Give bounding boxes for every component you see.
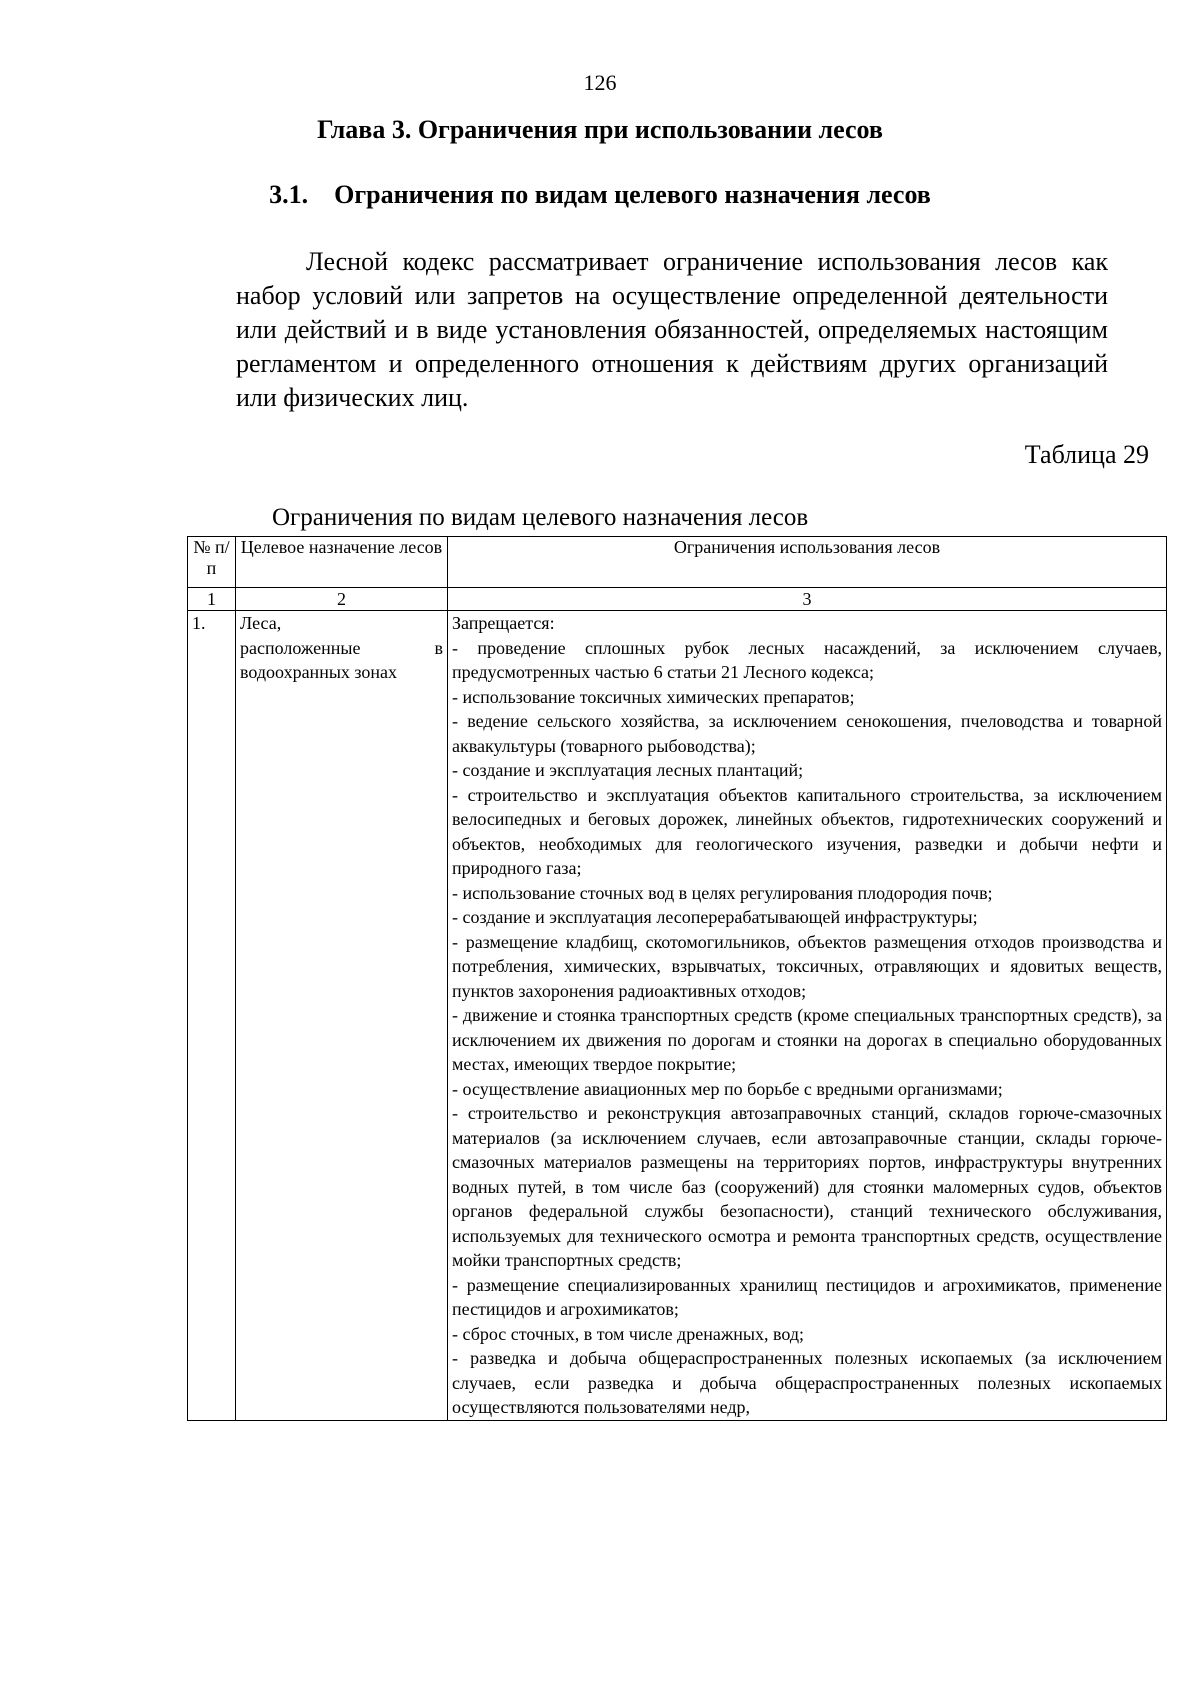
restriction-item: - строительство и реконструкция автозаправочных станций, складов горюче-смазочных материалов (за исключением случаев, если автозаправочные станции, склады горюче-смазочных материалов размещены на территориях портов, инфраструктуры внутренних водных путей, в том числе баз (сооружений) для стоянки маломерных судов, объектов органов федеральной службы безопасности), станций технического обслуживания, используемых для технического осмотра и ремонта транспортных средств, осуществление мойки транспортных средств; bbox=[452, 1103, 1162, 1270]
restrictions-table bbox=[187, 536, 1167, 1421]
restriction-item: - проведение сплошных рубок лесных насаждений, за исключением случаев, предусмотренных частью 6 статьи 21 Лесного кодекса; bbox=[452, 637, 1162, 682]
table-header-row bbox=[188, 537, 1167, 588]
index-cell: 2 bbox=[236, 588, 448, 611]
index-cell: 3 bbox=[448, 588, 1167, 611]
chapter-title: Глава 3. Ограничения при использовании лесов bbox=[317, 115, 883, 144]
row-number: 1. bbox=[188, 611, 236, 1421]
restriction-item: Запрещается: bbox=[452, 613, 555, 633]
restriction-item: - создание и эксплуатация лесоперерабатывающей инфраструктуры; bbox=[452, 907, 978, 927]
restriction-item: - движение и стоянка транспортных средств (кроме специальных транспортных средств), за исключением их движения по дорогам и стоянки на дорогах в специально оборудованных местах, имеющих твердое покрытие; bbox=[452, 1005, 1162, 1074]
restriction-item: - разведка и добыча общераспространенных полезных ископаемых (за исключением случаев, если разведка и добыча общераспространенных полезных ископаемых осуществляются пользователями недр, bbox=[452, 1348, 1162, 1417]
table-row bbox=[188, 611, 1167, 1421]
purpose-cell bbox=[236, 611, 448, 1421]
purpose-line: Леса, bbox=[240, 613, 282, 633]
table-label: Таблица 29 bbox=[1024, 440, 1149, 469]
restriction-item: - осуществление авиационных мер по борьбе с вредными организмами; bbox=[452, 1078, 1003, 1099]
restriction-item: - использование токсичных химических препаратов; bbox=[452, 686, 855, 707]
restriction-item: - сброс сточных, в том числе дренажных, вод; bbox=[452, 1323, 805, 1344]
restriction-item: - строительство и эксплуатация объектов капитального строительства, за исключением велосипедных и беговых дорожек, линейных объектов, гидротехнических сооружений и объектов, необходимых для геологического изучения, разведки и добычи нефти и природного газа; bbox=[452, 784, 1162, 878]
header-restrictions: Ограничения использования лесов bbox=[448, 537, 1167, 588]
restriction-item: - размещение специализированных хранилищ пестицидов и агрохимикатов, применение пестицидов и агрохимикатов; bbox=[452, 1274, 1162, 1319]
restriction-item: - ведение сельского хозяйства, за исключением сенокошения, пчеловодства и товарной аквакультуры (товарного рыбоводства); bbox=[452, 711, 1162, 756]
restriction-item: - создание и эксплуатация лесных плантаций; bbox=[452, 760, 804, 780]
table-caption: Ограничения по видам целевого назначения лесов bbox=[272, 504, 809, 531]
header-purpose: Целевое назначение лесов bbox=[236, 537, 448, 588]
intro-paragraph: Лесной кодекс рассматривает ограничение использования лесов как набор условий или запретов на осуществление определенной деятельности или действий и в виде установления обязанностей, определяемых настоящим регламентом и определенного отношения к действиям других организаций или физических лиц. bbox=[236, 247, 1108, 412]
restriction-item: - использование сточных вод в целях регулирования плодородия почв; bbox=[452, 882, 993, 903]
restrictions-cell bbox=[448, 611, 1167, 1421]
restriction-item: - размещение кладбищ, скотомогильников, объектов размещения отходов производства и потребления, химических, взрывчатых, токсичных, отравляющих и ядовитых веществ, пунктов захоронения радиоактивных отходов; bbox=[452, 931, 1162, 1001]
purpose-line: расположенные в bbox=[240, 637, 443, 658]
purpose-line: водоохранных зонах bbox=[240, 662, 398, 682]
section-heading bbox=[0, 180, 1200, 210]
page-number: 126 bbox=[583, 70, 617, 95]
header-number: № п/п bbox=[188, 537, 236, 588]
section-title: Ограничения по видам целевого назначения лесов bbox=[334, 180, 931, 209]
section-number: 3.1. bbox=[269, 180, 309, 209]
index-cell: 1 bbox=[188, 588, 236, 611]
table-index-row bbox=[188, 588, 1167, 611]
